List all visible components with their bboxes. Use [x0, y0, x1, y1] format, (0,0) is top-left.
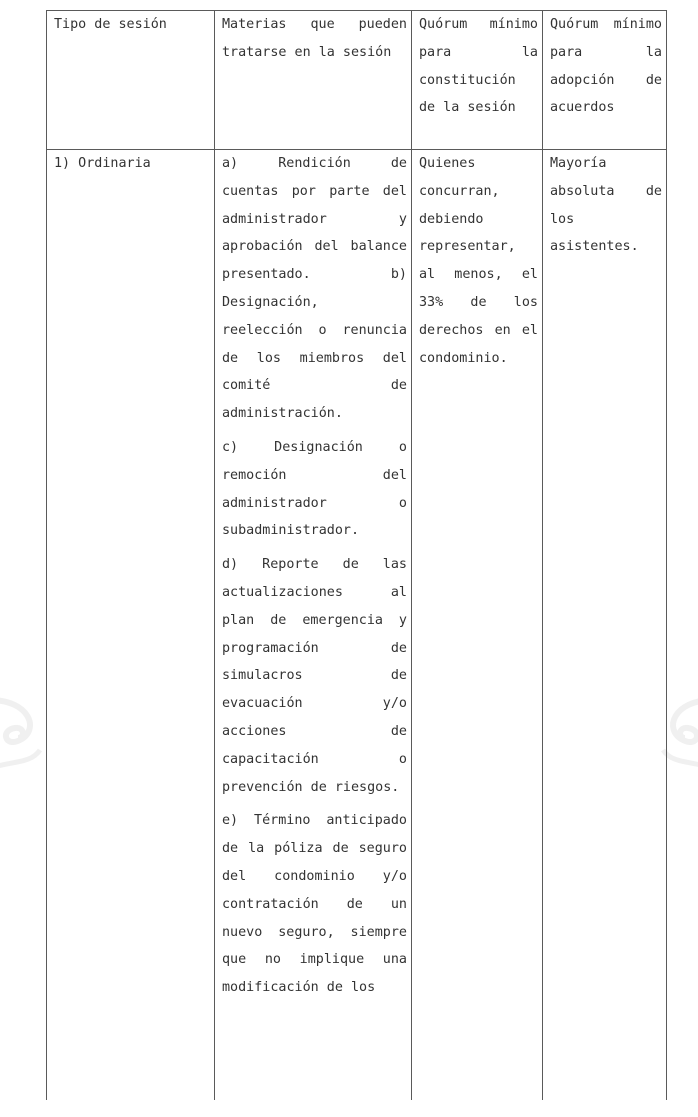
header-quorum-acuerdos-text: Quórum mínimo para la adopción de acuerdos [550, 17, 662, 116]
header-quorum-constitucion [412, 11, 543, 150]
header-tipo-sesion [47, 11, 215, 150]
quorum-constitucion-value: Quienes concurran, debiendo representar, al menos, el 33% de los derechos en el condominio. [419, 156, 538, 366]
table-row [47, 150, 667, 1101]
tipo-sesion-value: 1) Ordinaria [54, 156, 151, 171]
table-header-row [47, 11, 667, 150]
cell-materias [215, 150, 412, 1101]
cell-quorum-constitucion [412, 150, 543, 1101]
header-tipo-sesion-text: Tipo de sesión [54, 17, 167, 32]
session-types-table [46, 10, 667, 1100]
header-quorum-constitucion-text: Quórum mínimo para la constitución de la sesión [419, 17, 538, 116]
quorum-acuerdos-value: Mayoría absoluta de los asistentes. [550, 156, 662, 255]
cell-tipo-sesion [47, 150, 215, 1101]
materia-item-ab: a) Rendición de cuentas por parte del administrador y aprobación del balance presentado. b) Designación, reelección o renuncia de los miembros del comité de administración. [222, 156, 407, 422]
header-quorum-acuerdos [543, 11, 667, 150]
materia-item-e: e) Término anticipado de la póliza de seguro del condominio y/o contratación de un nuevo seguro, siempre que no implique una modificación de los [222, 813, 407, 996]
materia-item-c: c) Designación o remoción del administrador o subadministrador. [222, 439, 407, 539]
materia-item-d: d) Reporte de las actualizaciones al plan de emergencia y programación de simulacros de evacuación y/o acciones de capacitación o prevención de riesgos. [222, 557, 407, 795]
header-materias-text: Materias que pueden tratarse en la sesión [222, 17, 407, 60]
cell-quorum-acuerdos [543, 150, 667, 1101]
header-materias [215, 11, 412, 150]
watermark-ornament-left [0, 690, 50, 780]
